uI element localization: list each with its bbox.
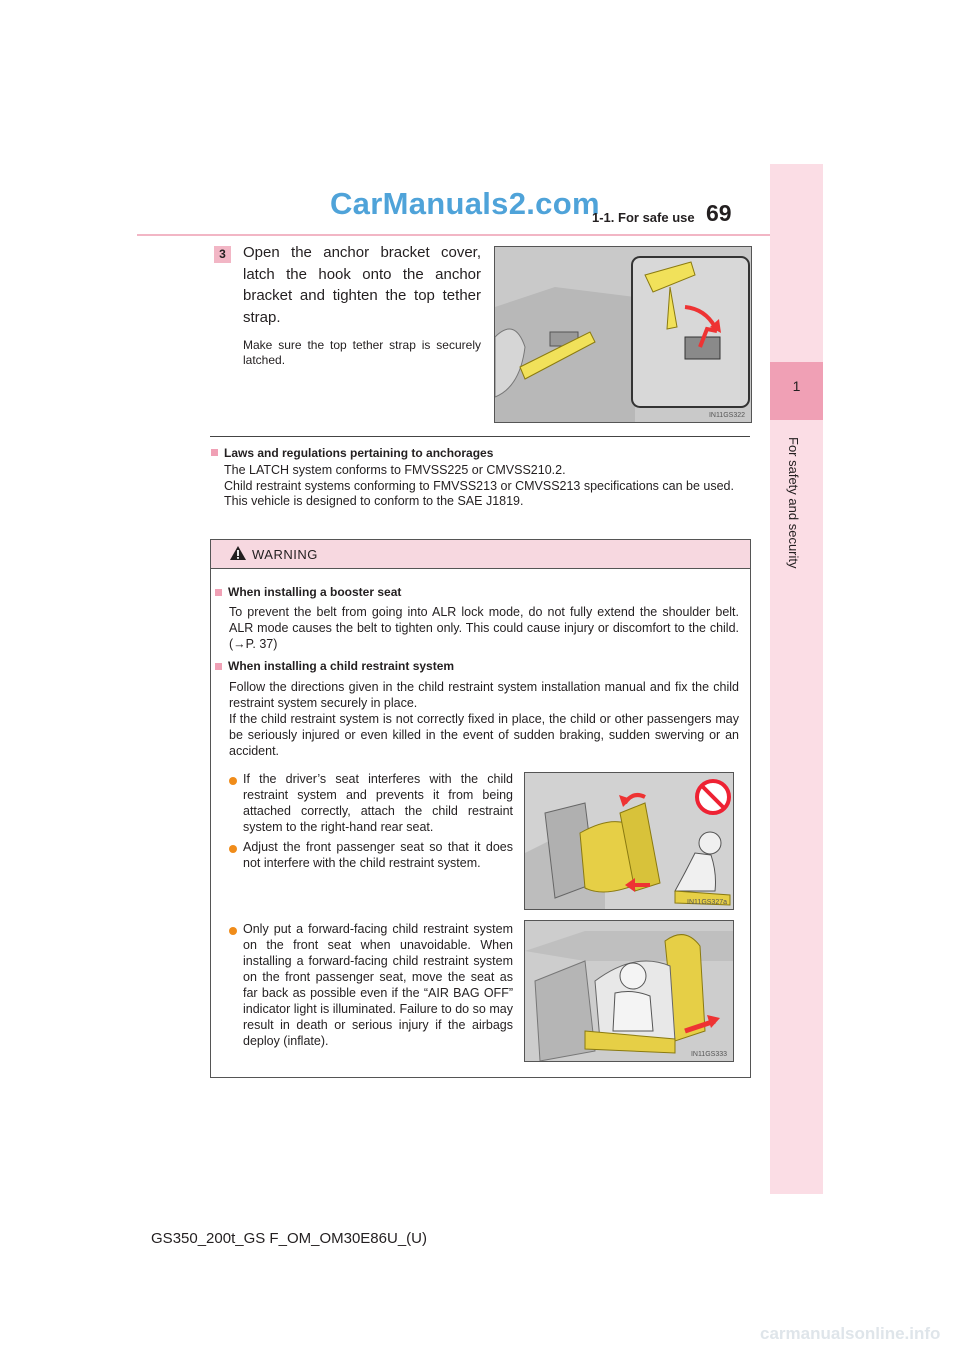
driver-seat-interference-illustration	[524, 772, 734, 910]
page-number: 69	[706, 200, 732, 226]
document-code-text: GS350_200t_GS F_OM_OM30E86U_(U)	[151, 1230, 427, 1247]
section-divider	[210, 436, 750, 437]
step-note: Make sure the top tether strap is securely latched.	[243, 338, 481, 367]
chapter-number: 1	[792, 378, 801, 394]
header-rule	[137, 234, 822, 236]
bullet-text: Adjust the front passenger seat so that it does not interfere with the child restraint system.	[243, 840, 513, 870]
footer-watermark: carmanualsonline.info	[760, 1324, 941, 1343]
chapter-sidebar	[770, 164, 823, 1194]
laws-text	[224, 463, 748, 510]
booster-text: To prevent the belt from going into ALR lock mode, do not fully extend the shoulder belt. ALR mode causes the belt to tighten only. This could cause injury or discomfort to the child. (→P. 37)	[229, 605, 739, 651]
image-code: IN11GS322	[708, 412, 745, 419]
warning-triangle-icon	[229, 545, 247, 561]
image-code: IN11GS333	[690, 1051, 727, 1058]
watermark-logo: CarManuals2.com	[330, 186, 600, 221]
bullet-text: If the driver’s seat interferes with the child restraint system and prevents it from being attached correctly, attach the child restraint system to the right-hand rear seat.	[243, 772, 513, 834]
crs-heading: When installing a child restraint system	[228, 659, 455, 673]
bullet-dot-icon	[229, 927, 237, 935]
laws-line: Child restraint systems conforming to FMVSS213 or CMVSS213 specifications can be used.	[224, 478, 734, 493]
step-number-badge: 3	[214, 246, 231, 263]
bullet-square-icon	[215, 663, 222, 670]
section-title: 1-1. For safe use	[592, 210, 695, 225]
bullet-text: Only put a forward-facing child restraint system on the front seat when unavoidable. When installing a forward-facing child restraint system on the front passenger seat, move the seat as far back as possible even if the “AIR BAG OFF” indicator light is illuminated. Failure to do so may result in death or serious injury if the airbags deploy (inflate).	[243, 922, 513, 1048]
step-instruction: Open the anchor bracket cover, latch the hook onto the anchor bracket and tighten the top tether strap.	[243, 244, 481, 326]
document-code	[0, 1230, 960, 1247]
chapter-title: For safety and security	[786, 437, 801, 569]
warning-label: WARNING	[252, 547, 318, 562]
laws-line: This vehicle is designed to conform to the SAE J1819.	[224, 494, 524, 508]
bullet-dot-icon	[229, 777, 237, 785]
crs-text-2: If the child restraint system is not correctly fixed in place, the child or other passengers may be seriously injured or even killed in the event of sudden braking, sudden swerving or an accident.	[229, 712, 739, 758]
anchor-bracket-illustration	[494, 246, 752, 423]
laws-line: The LATCH system conforms to FMVSS225 or CMVSS210.2.	[224, 463, 566, 477]
laws-heading: Laws and regulations pertaining to anchorages	[224, 446, 494, 460]
front-seat-child-restraint-illustration	[524, 920, 734, 1062]
bullet-square-icon	[215, 589, 222, 596]
booster-heading: When installing a booster seat	[228, 585, 402, 599]
image-code: IN11GS327a	[687, 899, 727, 906]
crs-text-1: Follow the directions given in the child restraint system installation manual and fix the child restraint system securely in place.	[229, 680, 739, 710]
bullet-square-icon	[211, 449, 218, 456]
bullet-dot-icon	[229, 845, 237, 853]
